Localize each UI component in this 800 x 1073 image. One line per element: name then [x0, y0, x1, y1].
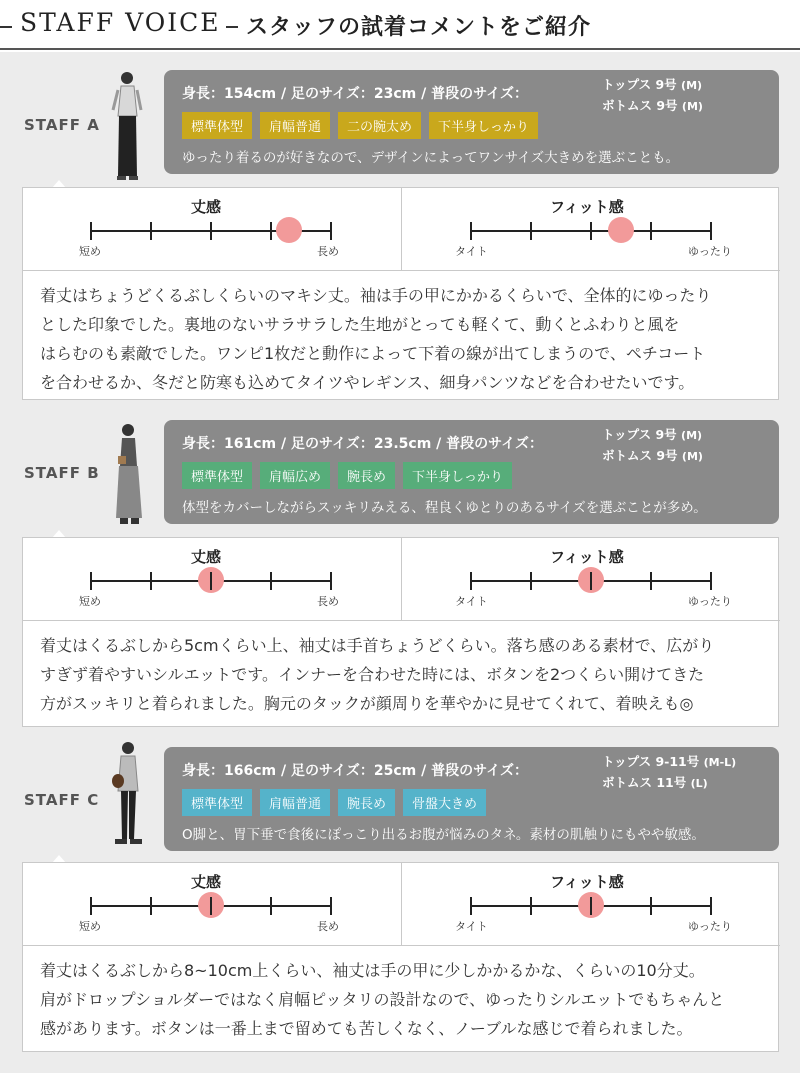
scale-tick: [270, 897, 272, 915]
fit-tight-label: タイト: [455, 920, 488, 933]
scale-tick: [270, 222, 272, 240]
staff-stats: 身長：161cm / 足のサイズ：23.5cm / 普段のサイズ：: [182, 436, 544, 452]
scale-tick: [530, 222, 532, 240]
length-long-label: 長め: [317, 245, 339, 258]
length-short-label: 短め: [79, 245, 101, 258]
staff-figure-image: [110, 739, 146, 851]
body-tag: 腕長め: [338, 462, 395, 489]
staff-size-preference: 体型をカバーしながらスッキリみえる、程良くゆとりのあるサイズを選ぶことが多め。: [182, 500, 707, 516]
scale-tick: [90, 897, 92, 915]
scale-tick: [650, 572, 652, 590]
bottoms-size: ボトムス 9号: [602, 448, 678, 463]
review-line: 方がスッキリと着られました。胸元のタックが顔周りを華やかに見せてくれて、着映えも◎: [40, 694, 694, 713]
scale-tick: [150, 222, 152, 240]
staff-label: STAFF A: [24, 116, 100, 134]
bottoms-size-letter: (M): [681, 450, 703, 463]
length-marker-dot: [276, 217, 302, 243]
scale-tick: [530, 572, 532, 590]
fit-loose-label: ゆったり: [688, 920, 732, 933]
staff-voice-list: [0, 52, 800, 1073]
fit-tight-label: タイト: [455, 595, 488, 608]
length-scale: [91, 905, 331, 907]
scale-divider: [401, 538, 402, 621]
page-subtitle: スタッフの試着コメントをご紹介: [246, 15, 592, 40]
staff-profile-box: [164, 70, 779, 174]
fit-loose-label: ゆったり: [688, 595, 732, 608]
scale-tick: [590, 222, 592, 240]
review-line: とした印象でした。裏地のないサラサラした生地がとっても軽くて、動くとふわりと風を: [40, 315, 680, 334]
scale-tick: [470, 897, 472, 915]
fit-scale-title: フィット感: [550, 873, 624, 891]
bottoms-size: ボトムス 9号: [602, 98, 678, 113]
review-line: 着丈はくるぶしから8~10cm上くらい、袖丈は手の甲に少しかかるかな、くらいの10分丈。: [40, 961, 705, 980]
tops-size-letter: (M): [681, 429, 703, 442]
review-panel: [22, 537, 779, 727]
scale-tick: [650, 897, 652, 915]
body-tag: 標準体型: [182, 789, 252, 816]
tops-size: トップス 9号: [602, 77, 677, 92]
bottoms-size-letter: (M): [681, 100, 703, 113]
review-panel: [22, 862, 779, 1052]
review-line: はらむのも素敵でした。ワンピ1枚だと動作によって下着の線が出てしまうので、ペチコート: [40, 344, 706, 363]
scale-tick: [90, 572, 92, 590]
scale-tick: [470, 222, 472, 240]
length-short-label: 短め: [79, 595, 101, 608]
review-text: [40, 631, 770, 718]
body-tag: 骨盤大きめ: [403, 789, 486, 816]
bottoms-size: ボトムス 11号: [602, 775, 687, 790]
scale-divider: [401, 863, 402, 946]
scale-tick: [90, 222, 92, 240]
body-tag: 下半身しっかり: [403, 462, 512, 489]
tops-size: トップス 9-11号: [602, 754, 700, 769]
tops-size-letter: (M): [681, 79, 703, 92]
fit-scale-title: フィット感: [550, 548, 624, 566]
usual-sizes: [602, 75, 703, 117]
fit-tight-label: タイト: [455, 245, 488, 258]
scale-tick: [150, 897, 152, 915]
staff-label: STAFF C: [24, 791, 100, 809]
scale-tick: [210, 222, 212, 240]
body-tag: 肩幅普通: [260, 112, 330, 139]
scale-tick: [330, 222, 332, 240]
staff-size-preference: ゆったり着るのが好きなので、デザインによってワンサイズ大きめを選ぶことも。: [182, 150, 680, 166]
review-line: 着丈はくるぶしから5cmくらい上、袖丈は手首ちょうどくらい。落ち感のある素材で、広がり: [40, 636, 715, 655]
review-line: 感があります。ボタンは一番上まで留めても苦しくなく、ノーブルな感じで着られました。: [40, 1019, 693, 1038]
scale-tick: [710, 572, 712, 590]
scale-tick: [150, 572, 152, 590]
fit-marker-dot: [608, 217, 634, 243]
fit-scale: [471, 230, 711, 232]
review-text: [40, 956, 770, 1043]
scale-tick: [590, 897, 592, 915]
body-type-tags: [182, 462, 512, 489]
length-short-label: 短め: [79, 920, 101, 933]
body-tag: 肩幅広め: [260, 462, 330, 489]
scale-tick: [470, 572, 472, 590]
scale-tick: [330, 897, 332, 915]
review-line: 着丈はちょうどくるぶしくらいのマキシ丈。袖は手の甲にかかるくらいで、全体的にゆったり: [40, 286, 712, 305]
tops-size-letter: (M-L): [703, 756, 737, 769]
scale-divider: [401, 188, 402, 271]
staff-figure-image: [112, 422, 148, 528]
staff-label: STAFF B: [24, 464, 100, 482]
fit-scales: [23, 538, 780, 621]
usual-sizes: [602, 425, 703, 467]
usual-sizes: [602, 752, 736, 794]
staff-size-preference: O脚と、胃下垂で食後にぽっこり出るお腹が悩みのタネ。素材の肌触りにもやや敏感。: [182, 827, 705, 843]
scale-tick: [330, 572, 332, 590]
body-tag: 腕長め: [338, 789, 395, 816]
body-tag: 標準体型: [182, 112, 252, 139]
scale-tick: [650, 222, 652, 240]
length-scale-title: 丈感: [191, 873, 222, 891]
review-line: すぎず着やすいシルエットです。インナーを合わせた時には、ボタンを2つくらい開けてきた: [40, 665, 705, 684]
header-dash-right: [226, 26, 238, 28]
bottoms-size-letter: (L): [690, 777, 708, 790]
review-text: [40, 281, 770, 397]
staff-figure-image: [110, 70, 146, 182]
scale-tick: [590, 572, 592, 590]
header-dash-left: [0, 26, 12, 28]
page-title: STAFF VOICE: [20, 8, 221, 37]
review-line: 肩がドロップショルダーではなく肩幅ピッタリの設計なので、ゆったりシルエットでもちゃんと: [40, 990, 725, 1009]
page-header: [0, 0, 800, 52]
scale-tick: [210, 572, 212, 590]
body-tag: 肩幅普通: [260, 789, 330, 816]
length-scale-title: 丈感: [191, 548, 222, 566]
length-long-label: 長め: [317, 920, 339, 933]
staff-stats: 身長：154cm / 足のサイズ：23cm / 普段のサイズ：: [182, 86, 528, 102]
body-tag: 二の腕太め: [338, 112, 421, 139]
review-panel: [22, 187, 779, 400]
length-scale-title: 丈感: [191, 198, 222, 216]
fit-scale: [471, 580, 711, 582]
staff-stats: 身長：166cm / 足のサイズ：25cm / 普段のサイズ：: [182, 763, 528, 779]
staff-profile-box: [164, 747, 779, 851]
scale-tick: [530, 897, 532, 915]
fit-scale: [471, 905, 711, 907]
fit-scales: [23, 863, 780, 946]
body-type-tags: [182, 112, 538, 139]
body-tag: 標準体型: [182, 462, 252, 489]
header-rule: [0, 48, 800, 50]
review-line: を合わせるか、冬だと防寒も込めてタイツやレギンス、細身パンツなどを合わせたいです。: [40, 373, 695, 392]
length-scale: [91, 580, 331, 582]
tops-size: トップス 9号: [602, 427, 677, 442]
length-long-label: 長め: [317, 595, 339, 608]
body-type-tags: [182, 789, 486, 816]
fit-scales: [23, 188, 780, 271]
staff-profile-box: [164, 420, 779, 524]
fit-loose-label: ゆったり: [688, 245, 732, 258]
scale-tick: [710, 222, 712, 240]
scale-tick: [210, 897, 212, 915]
scale-tick: [270, 572, 272, 590]
fit-scale-title: フィット感: [550, 198, 624, 216]
scale-tick: [710, 897, 712, 915]
body-tag: 下半身しっかり: [429, 112, 538, 139]
length-scale: [91, 230, 331, 232]
